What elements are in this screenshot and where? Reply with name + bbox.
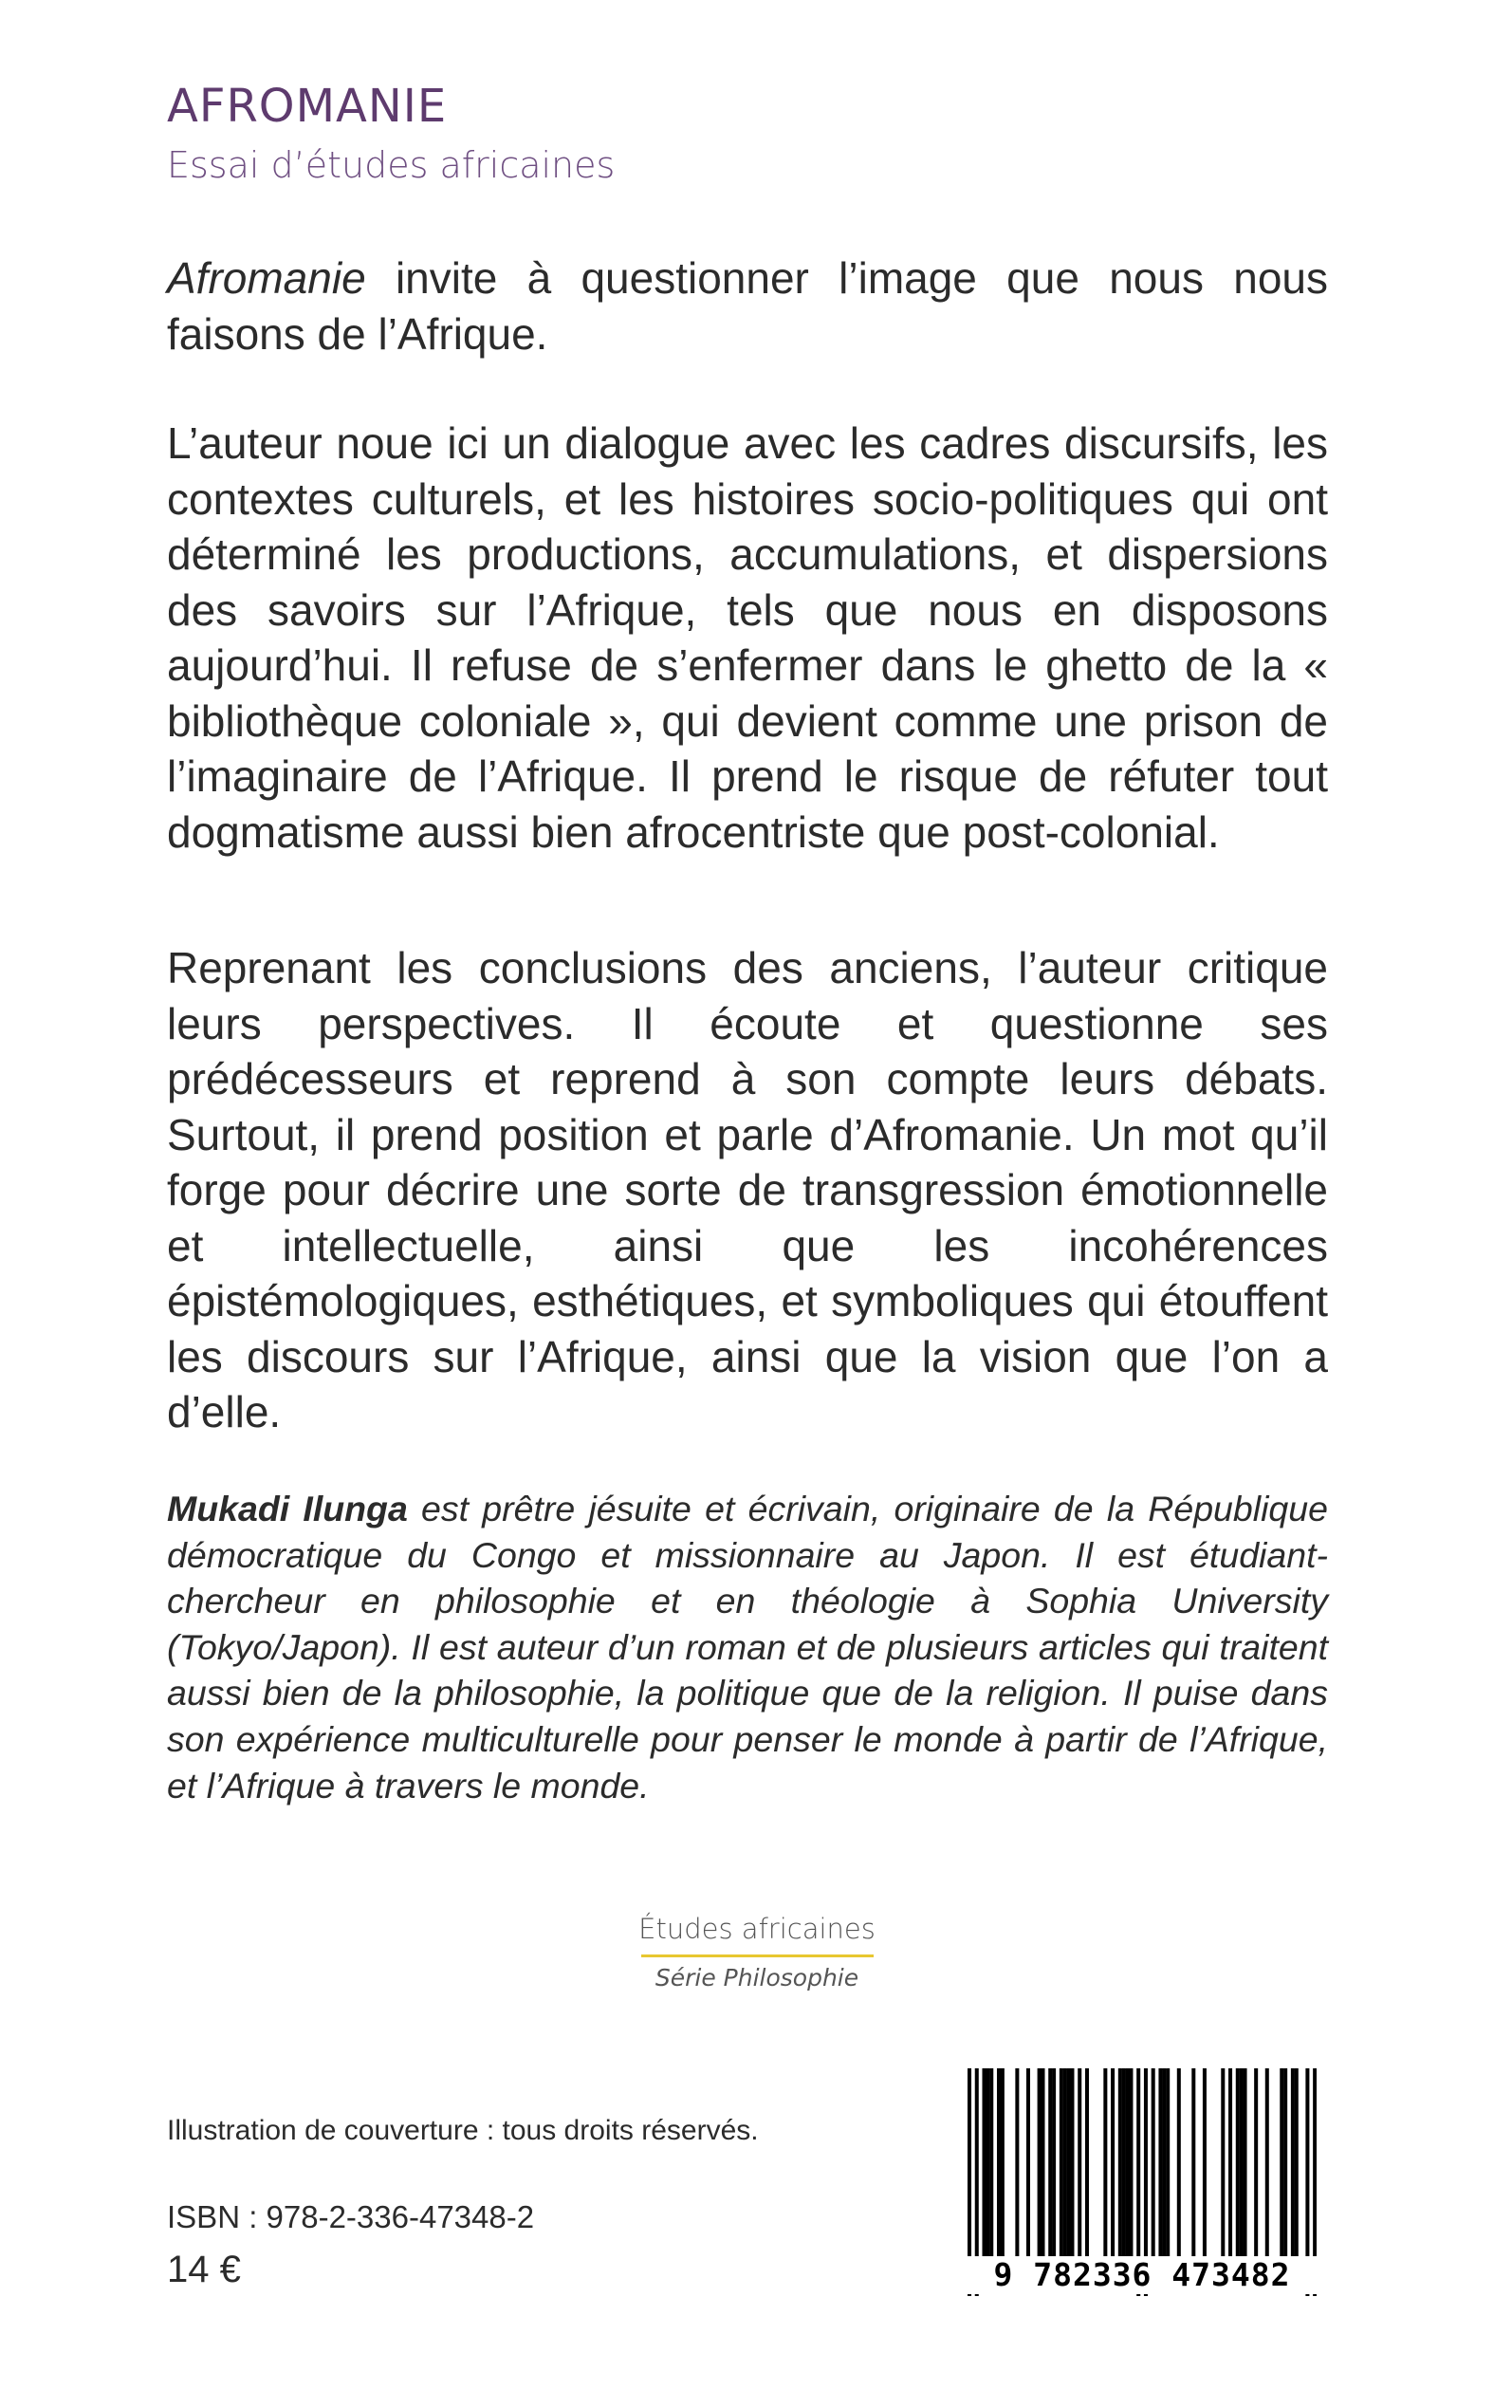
author-bio bbox=[167, 1486, 1328, 1808]
barcode-bar bbox=[1063, 2068, 1067, 2256]
series-name: Études africaines bbox=[638, 1913, 876, 1945]
barcode-bar bbox=[1191, 2068, 1195, 2256]
barcode-bar bbox=[1244, 2068, 1247, 2256]
description-paragraph-2: Reprenant les conclusions des anciens, l’auteur critique leurs perspectives. Il écoute et questionne ses prédécesseurs et reprend à son compte leurs débats. Surtout, il prend position et parle d’Afromanie. Un mot qu’il forge pour décrire une sorte de transgression émotionnelle et intellectuelle, ainsi que les incohérences épistémologiques, esthétiques, et symboliques qui étouffent les discours sur l’Afrique, ainsi que la vision que l’on a d’elle. bbox=[167, 943, 1328, 1436]
barcode-bar bbox=[1048, 2068, 1052, 2256]
barcode-bar bbox=[1129, 2068, 1133, 2256]
author-name: Mukadi Ilunga bbox=[167, 1489, 408, 1528]
barcode-bar bbox=[1052, 2068, 1056, 2256]
barcode-bar bbox=[1221, 2068, 1225, 2256]
barcode-bar bbox=[1228, 2068, 1232, 2256]
barcode-bar bbox=[1001, 2068, 1005, 2256]
barcode-bar bbox=[1103, 2068, 1107, 2256]
barcode-bar bbox=[1236, 2068, 1240, 2256]
intro-paragraph bbox=[167, 250, 1328, 361]
author-bio-text: est prêtre jésuite et écrivain, originaire de la République démocratique du Congo et missionnaire au Japon. Il est étudiant-chercheur en philosophie et en théologie à Sophia University (Tokyo/Japon). Il est auteur d’un roman et de plusieurs articles qui traitent aussi bien de la philosophie, la politique que de la religion. Il puise dans son expérience multiculturelle pour penser le monde à partir de l’Afrique, et l’Afrique à travers le monde. bbox=[167, 1489, 1328, 1806]
barcode-digits: 9 782336 473482 bbox=[968, 2256, 1317, 2294]
barcode-bar bbox=[982, 2068, 986, 2256]
barcode-bar bbox=[1041, 2068, 1044, 2256]
barcode-bar bbox=[1203, 2068, 1207, 2256]
intro-rest: invite à questionner l’image que nous nous faisons de l’Afrique. bbox=[167, 253, 1328, 359]
barcode-bar bbox=[1254, 2068, 1258, 2256]
barcode-bar bbox=[1122, 2068, 1126, 2256]
barcode-bar bbox=[1060, 2068, 1063, 2256]
barcode-bar bbox=[1078, 2068, 1081, 2256]
description-paragraph-1: L’auteur noue ici un dialogue avec les cadres discursifs, les contextes culturels, et les histoires socio-politiques qui ont déterminé les productions, accumulations, et dispersions des savoirs sur l’Afrique, tels que nous en disposons aujourd’hui. Il refuse de s’enfermer dans le ghetto de la « bibliothèque coloniale », qui devient comme une prison de l’imaginaire de l’Afrique. Il prend le risque de réfuter tout dogmatisme aussi bien afrocentriste que post-colonial. bbox=[167, 418, 1328, 857]
series-logo bbox=[567, 1915, 947, 1991]
barcode-bar bbox=[1015, 2068, 1019, 2256]
barcode-bar bbox=[1177, 2068, 1181, 2256]
barcode-bar bbox=[1280, 2068, 1283, 2256]
barcode-bar bbox=[1126, 2068, 1130, 2256]
cover-credit: Illustration de couverture : tous droits réservés. bbox=[167, 2115, 759, 2146]
isbn: ISBN : 978-2-336-47348-2 bbox=[167, 2199, 535, 2234]
price: 14 € bbox=[167, 2249, 241, 2290]
book-title: AFROMANIE bbox=[167, 80, 448, 133]
barcode-bar bbox=[1152, 2068, 1155, 2256]
barcode-bar bbox=[989, 2068, 993, 2256]
barcode-bar bbox=[1295, 2068, 1299, 2256]
barcode-bar bbox=[1070, 2068, 1074, 2256]
series-subseries: Série Philosophie bbox=[655, 1963, 859, 1991]
barcode-bar bbox=[1038, 2068, 1042, 2256]
barcode-bar bbox=[1026, 2068, 1030, 2256]
series-divider bbox=[641, 1954, 874, 1957]
barcode-bar bbox=[1067, 2068, 1071, 2256]
barcode-bar bbox=[1162, 2068, 1166, 2256]
barcode-bar bbox=[1291, 2068, 1295, 2256]
barcode-bar bbox=[1283, 2068, 1287, 2256]
book-subtitle: Essai d’études africaines bbox=[167, 144, 616, 186]
barcode-bar bbox=[986, 2068, 989, 2256]
barcode-bar bbox=[997, 2068, 1001, 2256]
barcode-bar bbox=[1166, 2068, 1170, 2256]
barcode-bar bbox=[1158, 2068, 1162, 2256]
barcode-bar bbox=[1085, 2068, 1089, 2256]
barcode-bar bbox=[1118, 2068, 1122, 2256]
barcode-bar bbox=[1240, 2068, 1244, 2256]
barcode-bar bbox=[1111, 2068, 1115, 2256]
barcode-bar bbox=[1265, 2068, 1269, 2256]
intro-italic-lead: Afromanie bbox=[167, 253, 366, 303]
